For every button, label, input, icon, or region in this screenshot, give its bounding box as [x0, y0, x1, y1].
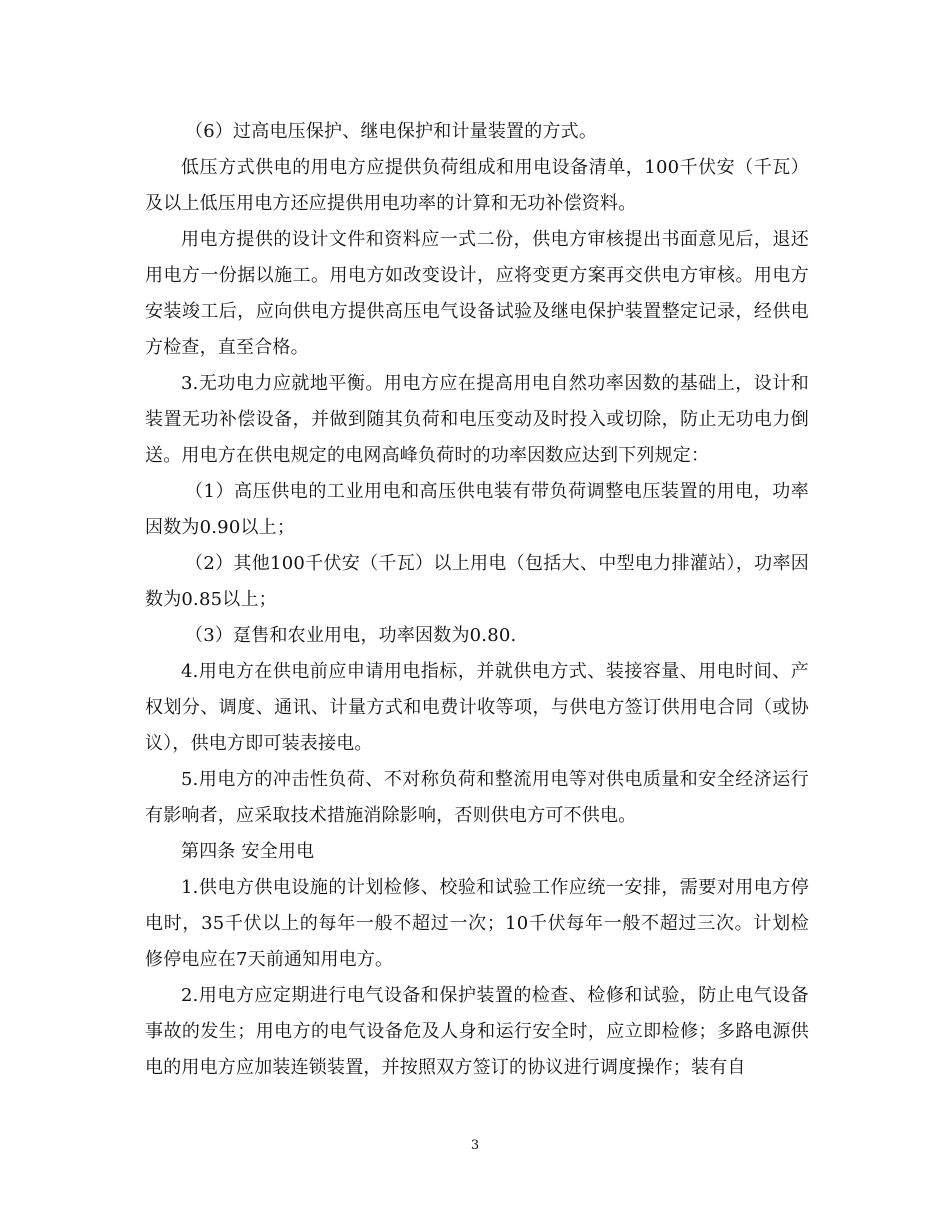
- paragraph-application: 4.用电方在供电前应申请用电指标，并就供电方式、装接容量、用电时间、产权划分、调度、通讯、计量方式和电费计收等项，与供电方签订供用电合同（或协议），供电方即可装表接电。: [145, 661, 809, 754]
- paragraph-impact-loads: 5.用电方的冲击性负荷、不对称负荷和整流用电等对供电质量和安全经济运行有影响者，应采取技术措施消除影响，否则供电方可不供电。: [145, 769, 809, 826]
- paragraph-power-factor-3: （3）趸售和农业用电，功率因数为0.80.: [185, 625, 517, 646]
- paragraph-power-factor-2: （2）其他100千伏安（千瓦）以上用电（包括大、中型电力排灌站），功率因数为0.85以上；: [145, 553, 809, 610]
- paragraph-item-6: （6）过高电压保护、继电保护和计量装置的方式。: [185, 121, 598, 142]
- page-number: 3: [470, 1138, 480, 1153]
- paragraph-reactive-power: 3.无功电力应就地平衡。用电方应在提高用电自然功率因数的基础上，设计和装置无功补偿设备，并做到随其负荷和电压变动及时投入或切除，防止无功电力倒送。用电方在供电规定的电网高峰负荷时的功率因数应达到下列规定：: [145, 373, 809, 466]
- paragraph-equipment-inspection: 2.用电方应定期进行电气设备和保护装置的检查、检修和试验，防止电气设备事故的发生；用电方的电气设备危及人身和运行安全时，应立即检修；多路电源供电的用电方应加装连锁装置，并按照双方签订的协议进行调度操作；装有自: [145, 985, 809, 1078]
- paragraph-power-factor-1: （1）高压供电的工业用电和高压供电装有带负荷调整电压装置的用电，功率因数为0.90以上；: [145, 481, 809, 538]
- document-body: [145, 114, 809, 1086]
- section-heading-safe-use: 第四条 安全用电: [181, 841, 315, 862]
- paragraph-design-files: 用电方提供的设计文件和资料应一式二份，供电方审核提出书面意见后，退还用电方一份据以施工。用电方如改变设计，应将变更方案再交供电方审核。用电方安装竣工后，应向供电方提供高压电气设备试验及继电保护装置整定记录，经供电方检查，直至合格。: [145, 229, 809, 358]
- paragraph-maintenance-schedule: 1.供电方供电设施的计划检修、校验和试验工作应统一安排，需要对用电方停电时，35千伏以上的每年一般不超过一次；10千伏每年一般不超过三次。计划检修停电应在7天前通知用电方。: [145, 877, 809, 970]
- paragraph-low-voltage: 低压方式供电的用电方应提供负荷组成和用电设备清单，100千伏安（千瓦）及以上低压用电方还应提供用电功率的计算和无功补偿资料。: [145, 157, 809, 214]
